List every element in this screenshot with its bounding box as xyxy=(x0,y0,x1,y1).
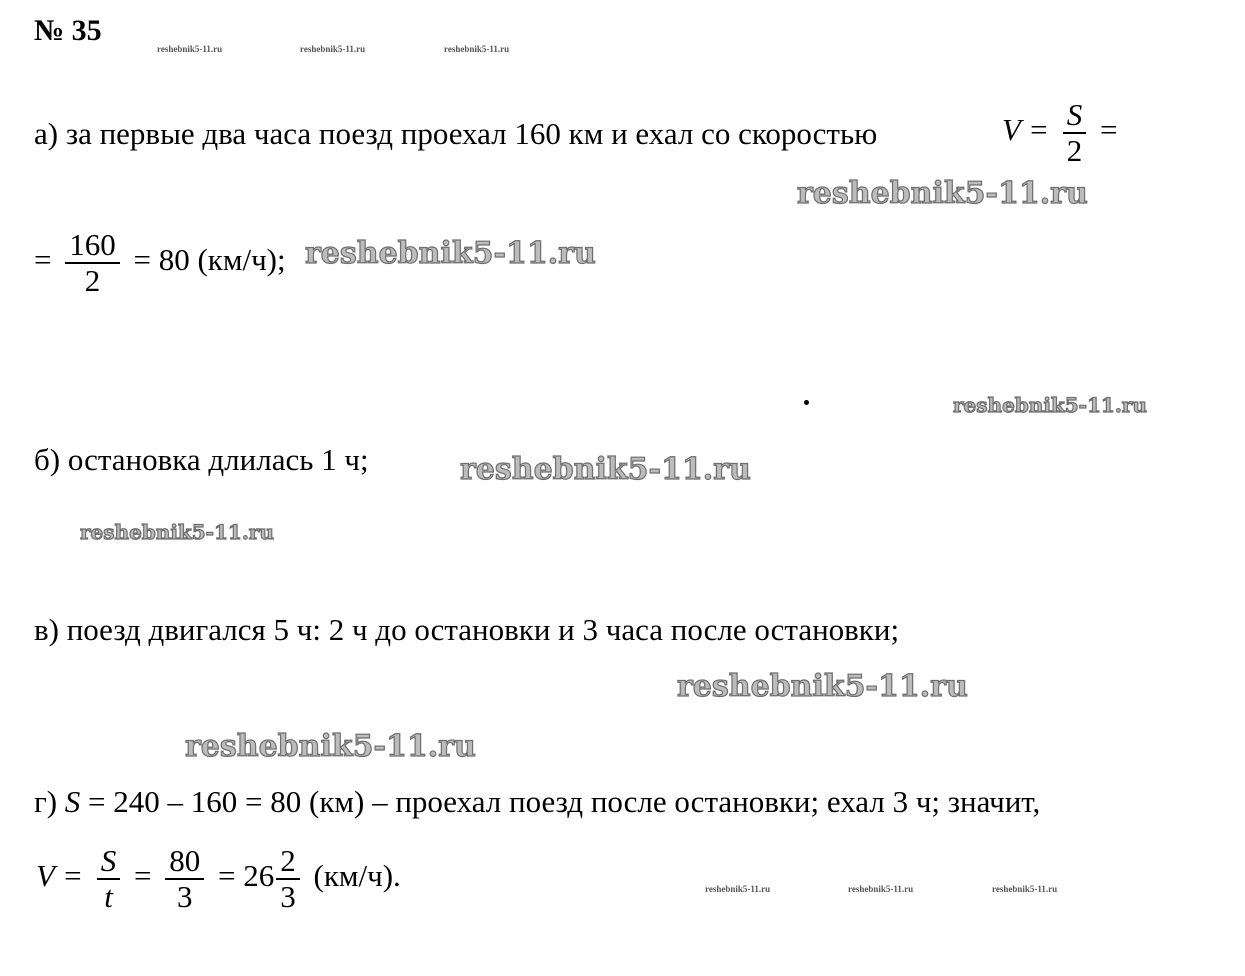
distance-variable: S xyxy=(64,784,81,819)
fraction-numerator: 80 xyxy=(169,843,201,878)
fraction-numerator: S xyxy=(100,843,117,878)
dot-mark xyxy=(804,400,809,405)
equals-sign: = xyxy=(34,242,52,278)
watermark: reshebnik5-11.ru xyxy=(705,884,771,894)
watermark: reshebnik5-11.ru xyxy=(460,452,751,487)
fraction-s-over-2 xyxy=(1063,98,1087,168)
watermark: reshebnik5-11.ru xyxy=(992,884,1058,894)
watermark: reshebnik5-11.ru xyxy=(953,393,1147,417)
fraction-160-over-2 xyxy=(65,228,120,298)
part-a-formula xyxy=(1002,98,1118,168)
watermark: reshebnik5-11.ru xyxy=(797,176,1088,211)
velocity-lhs: V = xyxy=(1002,112,1050,148)
fraction-numerator: S xyxy=(1066,97,1083,132)
part-a-text: а) за первые два часа поезд проехал 160 км и ехал со скоростью xyxy=(34,116,878,151)
part-g-line xyxy=(34,784,1040,820)
part-b-text: б) остановка длилась 1 ч; xyxy=(34,442,369,477)
mixed-number-whole: = 26 xyxy=(218,858,275,894)
part-a-continuation xyxy=(34,228,286,298)
watermark: reshebnik5-11.ru xyxy=(848,884,914,894)
part-v-text: в) поезд двигался 5 ч: 2 ч до остановки и 3 часа после остановки; xyxy=(34,612,900,647)
equals-sign: = xyxy=(134,858,152,894)
fraction-denominator: t xyxy=(104,879,113,914)
velocity-unit: (км/ч). xyxy=(313,858,401,894)
fraction-denominator: 3 xyxy=(280,879,296,914)
fraction-denominator: 2 xyxy=(84,263,101,298)
fraction-numerator: 2 xyxy=(280,843,296,878)
part-g-formula xyxy=(36,844,401,914)
part-a-result: = 80 (км/ч); xyxy=(133,242,286,278)
fraction-denominator: 2 xyxy=(1066,133,1083,168)
watermark: reshebnik5-11.ru xyxy=(157,44,223,54)
part-g-text: = 240 – 160 = 80 (км) – проехал поезд после остановки; ехал 3 ч; значит, xyxy=(88,784,1041,819)
watermark: reshebnik5-11.ru xyxy=(80,520,274,544)
watermark: reshebnik5-11.ru xyxy=(300,44,366,54)
velocity-lhs: V = xyxy=(36,858,84,894)
watermark: reshebnik5-11.ru xyxy=(305,236,596,271)
equals-sign: = xyxy=(1100,112,1118,148)
part-g-prefix: г) xyxy=(34,784,58,819)
problem-number: № 35 xyxy=(34,14,102,47)
watermark: reshebnik5-11.ru xyxy=(444,44,510,54)
fraction-numerator: 160 xyxy=(69,227,116,262)
fraction-2-over-3 xyxy=(276,844,300,914)
fraction-s-over-t xyxy=(97,844,121,914)
watermark: reshebnik5-11.ru xyxy=(185,729,476,764)
fraction-80-over-3 xyxy=(165,844,204,914)
watermark: reshebnik5-11.ru xyxy=(677,669,968,704)
fraction-denominator: 3 xyxy=(177,879,193,914)
